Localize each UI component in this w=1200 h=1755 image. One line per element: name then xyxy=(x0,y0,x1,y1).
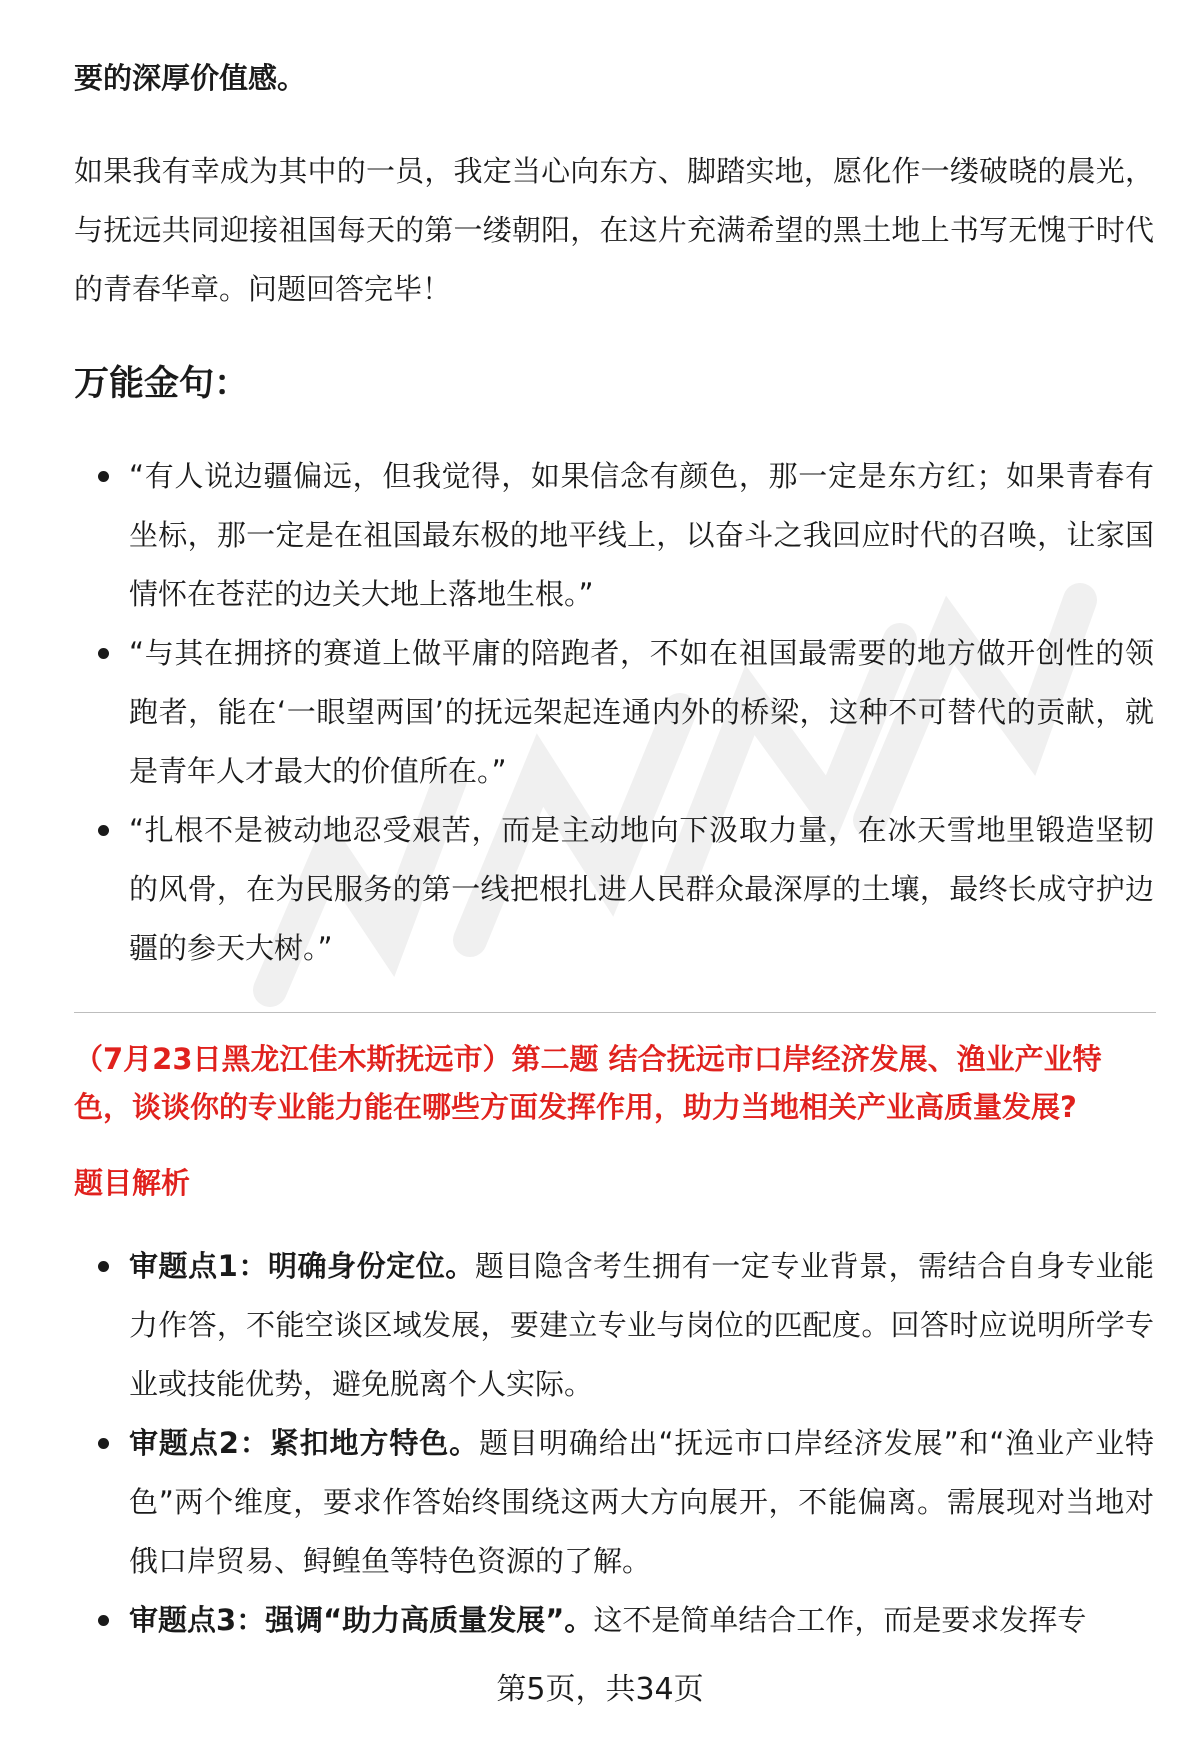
quote-item xyxy=(74,801,1154,978)
bullet-icon xyxy=(98,1438,109,1449)
divider xyxy=(74,1012,1156,1013)
bullet-icon xyxy=(98,471,109,482)
top-bold-line: 要的深厚价值感。 xyxy=(74,61,307,95)
analysis-point-list xyxy=(74,1237,1154,1650)
analysis-point xyxy=(74,1414,1154,1591)
analysis-title: 题目解析 xyxy=(74,1166,191,1200)
quote-text: “与其在拥挤的赛道上做平庸的陪跑者，不如在祖国最需要的地方做开创性的领跑者，能在‘一眼望两国’的抚远架起连通内外的桥梁，这种不可替代的贡献，就是青年人才最大的价值所在。” xyxy=(129,636,1154,788)
analysis-point-label: 审题点2：紧扣地方特色。 xyxy=(129,1426,480,1460)
bullet-icon xyxy=(98,1615,109,1626)
page-number-footer: 第5页，共34页 xyxy=(496,1672,704,1707)
section-title: 万能金句： xyxy=(74,364,250,404)
quote-text: “有人说边疆偏远，但我觉得，如果信念有颜色，那一定是东方红；如果青春有坐标，那一定是在祖国最东极的地平线上，以奋斗之我回应时代的召唤，让家国情怀在苍茫的边关大地上落地生根。” xyxy=(129,459,1154,611)
analysis-point-text: 题目隐含考生拥有一定专业背景，需结合自身专业能力作答，不能空谈区域发展，要建立专业与岗位的匹配度。回答时应说明所学专业或技能优势，避免脱离个人实际。 xyxy=(129,1249,1154,1401)
analysis-point-label: 审题点3：强调“助力高质量发展”。 xyxy=(129,1603,594,1637)
analysis-point xyxy=(74,1237,1154,1414)
bullet-icon xyxy=(98,648,109,659)
quote-list xyxy=(74,447,1154,978)
question-heading: （7月23日黑龙江佳木斯抚远市）第二题 结合抚远市口岸经济发展、渔业产业特色，谈谈你的专业能力能在哪些方面发挥作用，助力当地相关产业高质量发展? xyxy=(74,1042,1102,1124)
quote-text: “扎根不是被动地忍受艰苦，而是主动地向下汲取力量，在冰天雪地里锻造坚韧的风骨，在为民服务的第一线把根扎进人民群众最深厚的土壤，最终长成守护边疆的参天大树。” xyxy=(129,813,1154,965)
analysis-point-text: 这不是简单结合工作，而是要求发挥专 xyxy=(593,1603,1087,1637)
quote-item xyxy=(74,447,1154,624)
intro-paragraph: 如果我有幸成为其中的一员，我定当心向东方、脚踏实地，愿化作一缕破晓的晨光，与抚远共同迎接祖国每天的第一缕朝阳，在这片充满希望的黑土地上书写无愧于时代的青春华章。问题回答完毕！ xyxy=(74,154,1154,306)
quote-item xyxy=(74,624,1154,801)
analysis-point xyxy=(74,1591,1154,1650)
bullet-icon xyxy=(98,1261,109,1272)
bullet-icon xyxy=(98,825,109,836)
analysis-point-label: 审题点1：明确身份定位。 xyxy=(129,1249,475,1283)
analysis-point-text: 题目明确给出“抚远市口岸经济发展”和“渔业产业特色”两个维度，要求作答始终围绕这两大方向展开，不能偏离。需展现对当地对俄口岸贸易、鲟鳇鱼等特色资源的了解。 xyxy=(129,1426,1154,1578)
document-content xyxy=(74,58,1154,1650)
